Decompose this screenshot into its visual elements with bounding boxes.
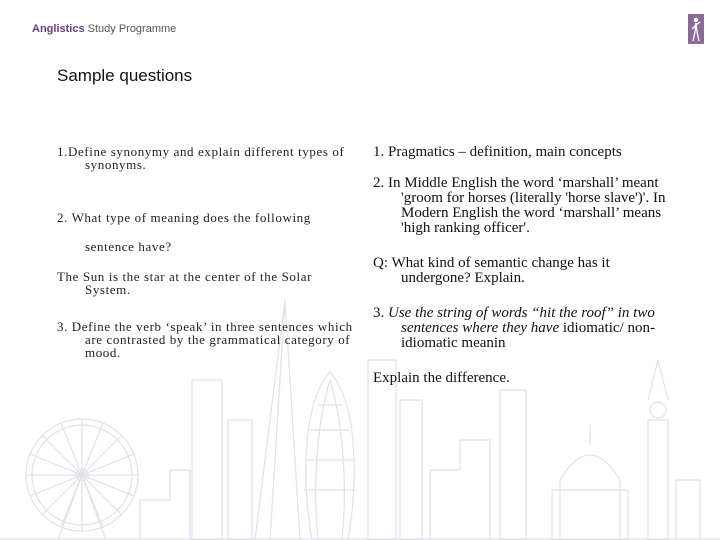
right-question-explain: Explain the difference. (373, 370, 510, 386)
right-question-1: 1. Pragmatics – definition, main concepts (373, 144, 622, 160)
right-question-3-italic: Use the string of words “hit the roof” in two sentences where they have (388, 305, 655, 336)
right-question-3-rest: idiomatic/ non-idiomatic meanin (401, 320, 655, 351)
left-question-2-continuation: sentence have? (85, 239, 172, 254)
ferris-wheel-illustration (26, 419, 138, 540)
figure-logo-icon (688, 14, 704, 44)
programme-name: Study Programme (84, 23, 177, 35)
left-question-column (57, 145, 357, 359)
page-title: Sample questions (57, 66, 193, 85)
header-programme-label (32, 23, 176, 35)
gherkin-tower-illustration (304, 372, 356, 540)
right-question-3-number: 3. (373, 305, 388, 321)
right-question-column (373, 145, 673, 386)
right-question-semantic-change: Q: What kind of semantic change has it undergone? Explain. (373, 255, 610, 286)
right-question-3 (373, 306, 673, 351)
brand-name: Anglistics (32, 23, 85, 35)
left-question-2-sentence: The Sun is the star at the center of the Solar System. (57, 269, 313, 297)
left-question-2: 2. What type of meaning does the following (57, 210, 311, 225)
dome-illustration (552, 425, 628, 540)
right-question-2: 2. In Middle English the word ‘marshall’ meant 'groom for horses (literally 'horse slave')'. In Modern English the word ‘marshall’ means 'high ranking officer'. (373, 175, 666, 236)
clock-tower-illustration (648, 360, 668, 540)
left-question-3: 3. Define the verb ‘speak’ in three sentences which are contrasted by the grammatical category of mood. (57, 319, 353, 360)
left-question-1: 1.Define synonymy and explain different types of synonyms. (57, 144, 345, 172)
